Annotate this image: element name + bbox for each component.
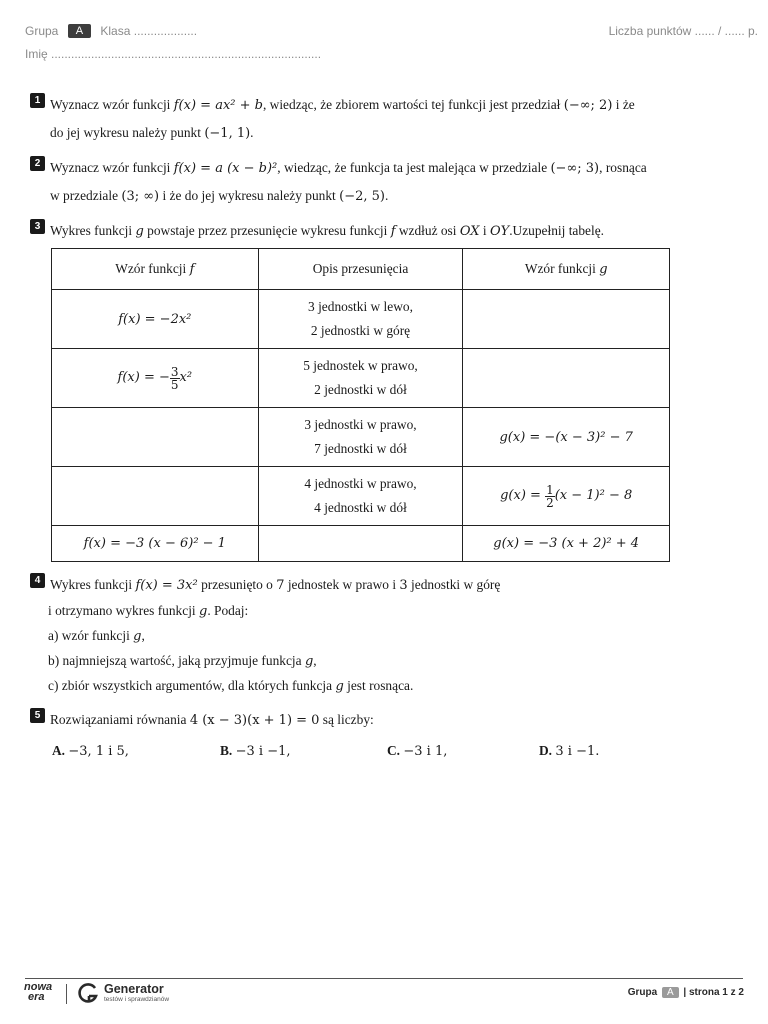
- answer-a[interactable]: [52, 743, 129, 759]
- task-4-item-b: [48, 653, 317, 669]
- point: (−2, 5): [339, 189, 385, 204]
- text: wzdłuż osi: [395, 223, 460, 238]
- answer-d[interactable]: [539, 743, 599, 759]
- answer-c[interactable]: [387, 743, 447, 759]
- text: powstaje przez przesunięcie wykresu funkcji: [143, 223, 391, 238]
- formula-part: g(x) =: [500, 488, 546, 504]
- task-4: [30, 573, 740, 698]
- footer-page-info: [628, 987, 744, 998]
- name-field: Imię .................................................................................: [25, 47, 322, 61]
- cell-g-empty[interactable]: [463, 349, 670, 408]
- header-cell: [463, 249, 670, 290]
- task-1-line-2: [50, 125, 254, 141]
- var: g: [198, 604, 208, 619]
- answer-text: −3 i 1,: [403, 744, 448, 759]
- text: . Podaj:: [207, 603, 249, 618]
- formula: f(x) = −2x²: [118, 311, 192, 327]
- task-number: 2: [30, 156, 45, 171]
- grupa-label: Grupa: [25, 24, 59, 38]
- generator-title: Generator: [104, 982, 164, 996]
- axis: OX: [459, 224, 480, 239]
- numerator: 3: [170, 364, 179, 379]
- text: jednostek w prawo i: [284, 577, 400, 592]
- generator-subtitle: testów i sprawdzianów: [104, 996, 170, 1003]
- var: g: [133, 629, 142, 644]
- answer-letter: D.: [539, 743, 553, 758]
- text: .: [384, 188, 389, 203]
- text: .: [250, 125, 254, 140]
- task-2: [30, 156, 740, 206]
- shift-table: [51, 248, 670, 562]
- axis: OY: [489, 224, 510, 239]
- text: Rozwiązaniami równania: [50, 712, 190, 727]
- interval: (3; ∞): [121, 189, 160, 204]
- cell-g: [463, 467, 670, 526]
- task-number: 1: [30, 93, 45, 108]
- text: jednostki w górę: [407, 577, 501, 592]
- task-number: 3: [30, 219, 45, 234]
- text: ,: [313, 653, 317, 668]
- number: 7: [276, 578, 285, 593]
- task-5: [30, 708, 740, 732]
- fraction: [545, 484, 555, 509]
- var: g: [135, 224, 144, 239]
- header-text: Wzór funkcji: [524, 260, 596, 276]
- text: Wyznacz wzór funkcji: [50, 160, 174, 175]
- text: , wiedząc, że zbiorem wartości tej funkcji jest przedział: [262, 97, 564, 112]
- logo-separator: [66, 984, 67, 1004]
- text: Wyznacz wzór funkcji: [50, 97, 174, 112]
- header-cell: Opis przesunięcia: [258, 249, 463, 290]
- desc-line: 3 jednostki w prawo,: [304, 417, 417, 432]
- equation: 4 (x − 3)(x + 1) = 0: [189, 713, 320, 728]
- nowa-era-logo: [24, 982, 52, 1002]
- formula-part: x²: [179, 370, 193, 386]
- task-2-line-1: [50, 160, 647, 176]
- text: Wykres funkcji: [50, 577, 136, 592]
- text: b) najmniejszą wartość, jaką przyjmuje funkcja: [48, 653, 305, 668]
- number: 3: [399, 578, 408, 593]
- var: g: [304, 654, 314, 669]
- text: , rosnąca: [599, 160, 647, 175]
- task-3-line-1: [50, 223, 604, 239]
- formula-part: (x − 1)² − 8: [554, 488, 633, 504]
- answer-b[interactable]: [220, 743, 291, 759]
- logo-text: era: [28, 991, 45, 1003]
- table-row: [52, 467, 670, 526]
- cell-desc: [258, 349, 463, 408]
- interval: (−∞; 2): [563, 98, 613, 113]
- logo-text: nowa: [24, 981, 53, 993]
- text: i: [479, 223, 490, 238]
- table-row: [52, 526, 670, 562]
- table-header-row: [52, 249, 670, 290]
- cell-g: [463, 526, 670, 562]
- desc-line: 4 jednostki w dół: [314, 500, 407, 515]
- task-5-line-1: [50, 712, 374, 728]
- cell-f: [52, 349, 259, 408]
- point: (−1, 1): [204, 126, 251, 141]
- answer-text: 3 i −1.: [555, 744, 600, 759]
- generator-g-icon: [77, 982, 99, 1004]
- footer-divider: [25, 978, 743, 979]
- text: Wykres funkcji: [50, 223, 136, 238]
- text: , wiedząc, że funkcja ta jest malejąca w przedziale: [277, 160, 551, 175]
- denominator: 5: [170, 377, 179, 392]
- text: i że: [612, 97, 635, 112]
- desc-line: 5 jednostek w prawo,: [303, 358, 418, 373]
- formula: f(x) = 3x²: [135, 578, 198, 593]
- text: .Uzupełnij tabelę.: [509, 223, 605, 238]
- desc-line: 7 jednostki w dół: [314, 441, 407, 456]
- interval: (−∞; 3): [550, 161, 600, 176]
- var: f: [390, 224, 396, 239]
- desc-line: 2 jednostki w dół: [314, 382, 407, 397]
- fraction: [170, 366, 180, 391]
- var: g: [599, 261, 608, 277]
- formula: g(x) = −3 (x + 2)² + 4: [493, 536, 640, 551]
- desc-line: 3 jednostki w lewo,: [308, 299, 413, 314]
- numerator: 1: [546, 482, 554, 497]
- cell-g: [463, 408, 670, 467]
- answer-text: −3 i −1,: [235, 744, 291, 759]
- header-text: Wzór funkcji: [115, 260, 187, 276]
- task-4-line-1: [50, 577, 500, 593]
- answer-letter: A.: [52, 743, 66, 758]
- formula: f(x) = a (x − b)²: [173, 161, 278, 176]
- var: g: [335, 679, 344, 694]
- desc-line: 2 jednostki w górę: [310, 323, 411, 338]
- formula: f(x) = ax² + b: [173, 98, 263, 113]
- task-4-line-2: [48, 603, 248, 619]
- text: i otrzymano wykres funkcji: [48, 603, 199, 618]
- var: f: [189, 261, 195, 277]
- text: przesunięto o: [197, 577, 277, 592]
- footer-grupa-badge: A: [662, 987, 679, 998]
- text: c) zbiór wszystkich argumentów, dla których funkcja: [48, 678, 336, 693]
- footer-page-label: | strona 1 z 2: [683, 987, 744, 998]
- table-row: [52, 408, 670, 467]
- task-1: [30, 93, 740, 143]
- cell-desc: [258, 467, 463, 526]
- text: są liczby:: [319, 712, 374, 727]
- cell-desc: [258, 290, 463, 349]
- text: w przedziale: [50, 188, 122, 203]
- task-1-line-1: [50, 97, 635, 113]
- task-2-line-2: [50, 188, 388, 204]
- klasa-field: Klasa ...................: [100, 24, 198, 38]
- task-4-item-a: [48, 628, 145, 644]
- text: jest rosnąca.: [343, 678, 414, 693]
- table-row: [52, 290, 670, 349]
- grupa-badge: A: [68, 24, 91, 38]
- task-number: 5: [30, 708, 45, 723]
- answer-text: −3, 1 i 5,: [68, 744, 129, 759]
- formula: f(x) = −3 (x − 6)² − 1: [83, 536, 226, 551]
- text: do jej wykresu należy punkt: [50, 125, 205, 140]
- table-row: [52, 349, 670, 408]
- cell-f: [52, 526, 259, 562]
- task-number: 4: [30, 573, 45, 588]
- points-field: Liczba punktów ...... / ...... p.: [608, 24, 758, 38]
- text: a) wzór funkcji: [48, 628, 134, 643]
- cell-desc-empty[interactable]: [258, 526, 463, 562]
- task-3: [30, 219, 740, 243]
- cell-desc: [258, 408, 463, 467]
- formula: g(x) = −(x − 3)² − 7: [499, 429, 633, 445]
- cell-f: [52, 290, 259, 349]
- cell-f-empty[interactable]: [52, 408, 259, 467]
- answer-letter: C.: [387, 743, 401, 758]
- answer-letter: B.: [220, 743, 233, 758]
- header-cell: [52, 249, 259, 290]
- denominator: 2: [546, 495, 554, 510]
- desc-line: 4 jednostki w prawo,: [304, 476, 417, 491]
- cell-f-empty[interactable]: [52, 467, 259, 526]
- text: i że do jej wykresu należy punkt: [159, 188, 340, 203]
- footer-grupa-label: Grupa: [627, 987, 658, 998]
- text: ,: [141, 628, 145, 643]
- task-4-item-c: [48, 678, 413, 694]
- formula-part: f(x) = −: [117, 370, 170, 386]
- cell-g-empty[interactable]: [463, 290, 670, 349]
- header-group-class: [25, 24, 197, 38]
